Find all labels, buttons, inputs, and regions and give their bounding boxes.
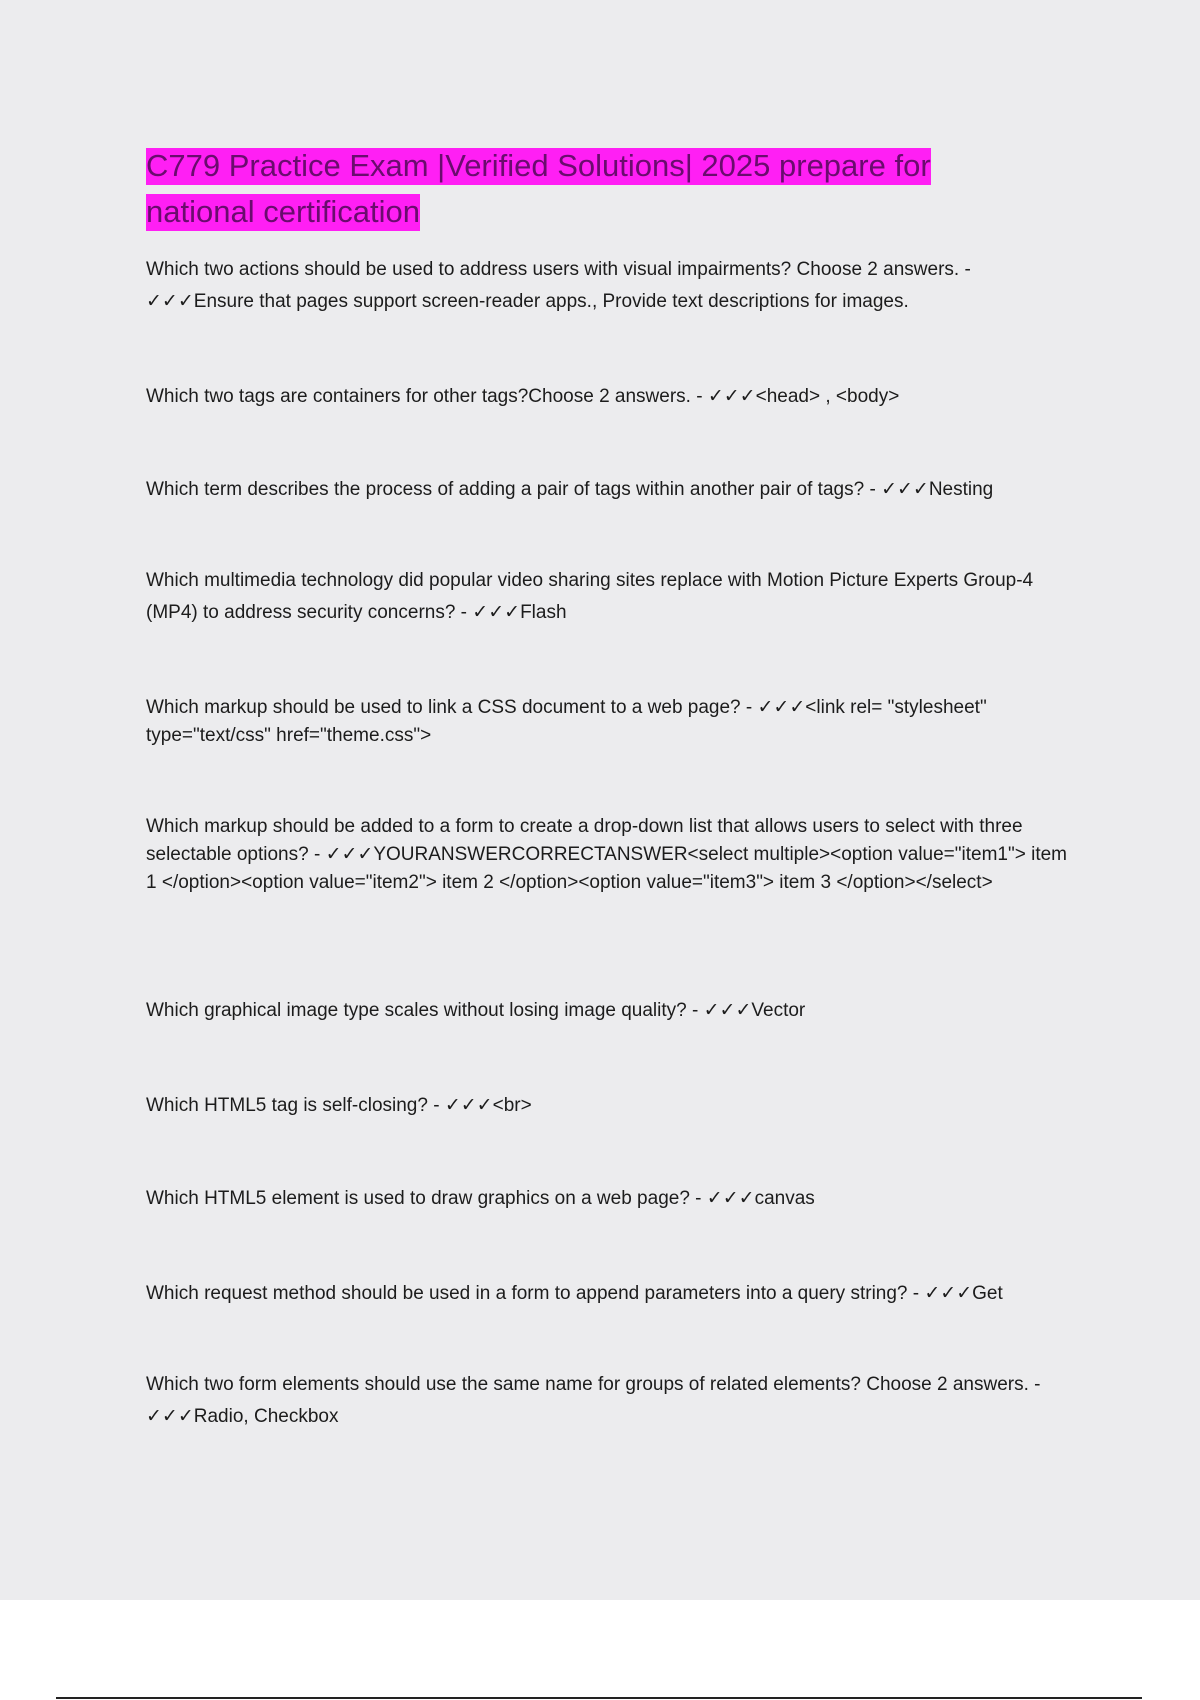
check-marks: ✓✓✓ [703, 1000, 752, 1021]
separator: - [959, 259, 971, 280]
qa-item-6 [146, 813, 1081, 897]
question-text: Which HTML5 tag is self-closing? [146, 1095, 428, 1116]
question-text: Which two tags are containers for other tags?Choose 2 answers. [146, 386, 691, 407]
question-text: Which request method should be used in a form to append parameters into a query string? [146, 1283, 908, 1304]
question-text: Which two actions should be used to address users with visual impairments? Choose 2 answers. [146, 259, 960, 280]
check-marks: ✓✓✓ [444, 1095, 493, 1116]
separator: - [308, 844, 326, 865]
check-marks: ✓✓✓ [757, 697, 806, 718]
separator: - [689, 1188, 707, 1209]
check-marks: ✓✓✓ [472, 602, 521, 623]
qa-item-11 [146, 1369, 1081, 1433]
check-marks: ✓✓✓ [706, 1188, 755, 1209]
question-text: Which graphical image type scales without losing image quality? [146, 1000, 687, 1021]
qa-item-10 [146, 1278, 1081, 1310]
page-title [146, 143, 1046, 235]
answer-text: <br> [492, 1095, 532, 1116]
question-text: Which markup should be used to link a CSS document to a web page? [146, 697, 741, 718]
separator: - [907, 1283, 925, 1304]
check-marks: ✓✓✓ [146, 291, 194, 312]
answer-text: Nesting [928, 479, 994, 500]
check-marks: ✓✓✓ [325, 844, 374, 865]
qa-item-5 [146, 694, 1081, 750]
answer-text: Ensure that pages support screen-reader apps., Provide text descriptions for images. [193, 291, 909, 312]
separator: - [427, 1095, 445, 1116]
separator: - [455, 602, 473, 623]
separator: - [1028, 1374, 1041, 1395]
answer-text: Flash [520, 602, 567, 623]
separator: - [740, 697, 758, 718]
qa-item-3 [146, 474, 1081, 506]
qa-item-4 [146, 565, 1081, 629]
check-marks: ✓✓✓ [924, 1283, 973, 1304]
check-marks: ✓✓✓ [707, 386, 756, 407]
question-text: Which term describes the process of adding a pair of tags within another pair of tags? [146, 479, 865, 500]
question-text: Which two form elements should use the same name for groups of related elements? Choose 2 answers. [146, 1374, 1029, 1395]
answer-text: <head> , <body> [755, 386, 900, 407]
question-text: Which markup should be added to a form to create a drop-down list that allows users to select with three selectable options? [146, 816, 1023, 865]
qa-item-2 [146, 381, 1081, 413]
check-marks: ✓✓✓ [146, 1406, 194, 1427]
check-marks: ✓✓✓ [881, 479, 929, 500]
answer-text: Vector [751, 1000, 806, 1021]
answer-text: Get [972, 1283, 1003, 1304]
qa-item-9 [146, 1183, 1081, 1215]
page-footer-rule [56, 1697, 1142, 1699]
separator: - [686, 1000, 704, 1021]
qa-item-7 [146, 995, 1081, 1027]
title-highlight: C779 Practice Exam |Verified Solutions| 2025 prepare for national certification [146, 148, 931, 229]
question-text: Which multimedia technology did popular video sharing sites replace with Motion Picture Experts Group-4 (MP4) to address security concerns? [146, 570, 1034, 623]
answer-text: Radio, Checkbox [193, 1406, 339, 1427]
separator: - [690, 386, 708, 407]
qa-item-8 [146, 1090, 1081, 1122]
answer-text: <link rel= "stylesheet" type="text/css" href="theme.css"> [146, 697, 987, 746]
separator: - [864, 479, 882, 500]
question-text: Which HTML5 element is used to draw graphics on a web page? [146, 1188, 690, 1209]
answer-text: canvas [754, 1188, 815, 1209]
answer-text: YOURANSWERCORRECTANSWER<select multiple><option value="item1"> item 1 </option><option value="item2"> item 2 </option><option value="item3"> item 3 </option></select> [146, 844, 1067, 893]
qa-item-1 [146, 254, 1081, 318]
